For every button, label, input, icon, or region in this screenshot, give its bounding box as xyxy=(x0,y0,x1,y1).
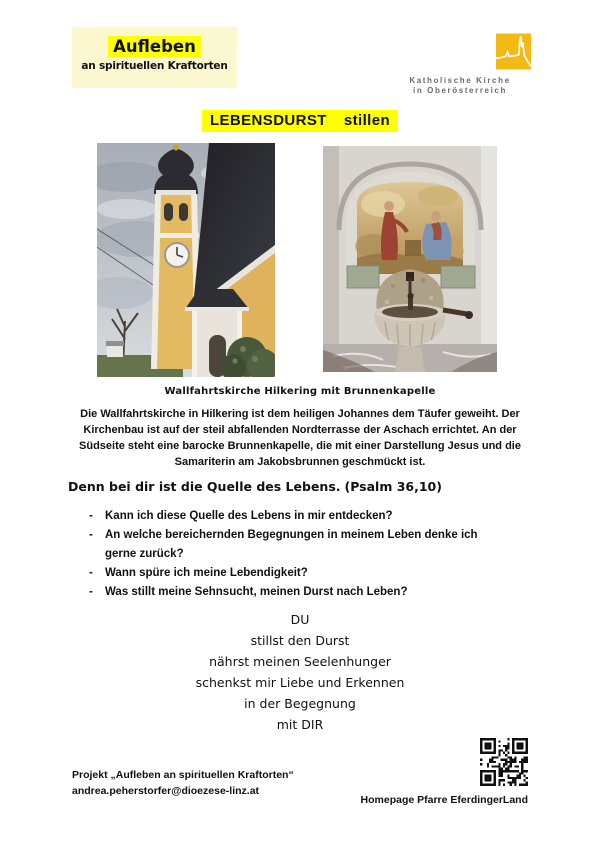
homepage-label: Homepage Pfarre EferdingerLand xyxy=(360,794,528,806)
psalm-reference: (Psalm 36,10) xyxy=(344,479,442,494)
poem-line: mit DIR xyxy=(276,717,324,732)
psalm-text: Denn bei dir ist die Quelle des Lebens. xyxy=(68,479,341,494)
psalm-heading xyxy=(68,479,442,494)
poem-line: schenkst mir Liebe und Erkennen xyxy=(195,675,405,690)
project-line: Projekt „Aufleben an spirituellen Kraftorten“ xyxy=(72,769,294,781)
poem-line: nährst meinen Seelenhunger xyxy=(209,654,391,669)
logo-line2: in Oberösterreich xyxy=(413,85,507,95)
question-item: - Wann spüre ich meine Lebendigkeit? xyxy=(88,564,500,583)
intro-paragraph: Die Wallfahrtskirche in Hilkering ist dem heiligen Johannes dem Täufer geweiht. Der Kirchenbau ist auf der steil abfallenden Nordterrasse der Aschach errichtet. An der Südseite steht eine barocke Brunnenkapelle, die mit einer Darstellung Jesus und die Samariterin am Jakobsbrunnen geschmückt ist. xyxy=(79,408,521,468)
poem xyxy=(0,609,600,735)
page-title xyxy=(0,110,600,132)
logo-line1: Katholische Kirche xyxy=(409,76,511,85)
question-item: - Was stillt meine Sehnsucht, meinen Durst nach Leben? xyxy=(88,583,500,602)
question-item: - An welche bereichernden Begegnungen in meinem Leben denke ich gerne zurück? xyxy=(88,526,500,564)
poem-line: stillst den Durst xyxy=(250,633,350,648)
poem-line: in der Begegnung xyxy=(244,696,356,711)
qr-code xyxy=(480,738,528,791)
church-photo xyxy=(97,143,275,377)
aufleben-badge xyxy=(72,27,237,88)
footer-homepage-block xyxy=(361,738,528,806)
question-list xyxy=(88,507,500,602)
fountain-chapel-photo xyxy=(323,146,497,372)
title-word-2: stillen xyxy=(343,112,391,129)
badge-title: Aufleben xyxy=(108,36,201,57)
heartbeat-church-icon xyxy=(496,33,531,70)
badge-subtitle: an spirituellen Kraftorten xyxy=(81,60,228,72)
poem-line: DU xyxy=(290,612,310,627)
question-item: - Kann ich diese Quelle des Lebens in mir entdecken? xyxy=(88,507,500,526)
contact-email: andrea.peherstorfer@dioezese-linz.at xyxy=(72,784,260,797)
footer-project-block xyxy=(72,768,294,799)
logo-text xyxy=(389,76,531,95)
photo-caption: Wallfahrtskirche Hilkering mit Brunnenkapelle xyxy=(164,386,436,397)
title-word-1: LEBENSDURST xyxy=(209,112,327,129)
title-highlight xyxy=(202,110,398,132)
diocese-logo xyxy=(389,33,531,95)
